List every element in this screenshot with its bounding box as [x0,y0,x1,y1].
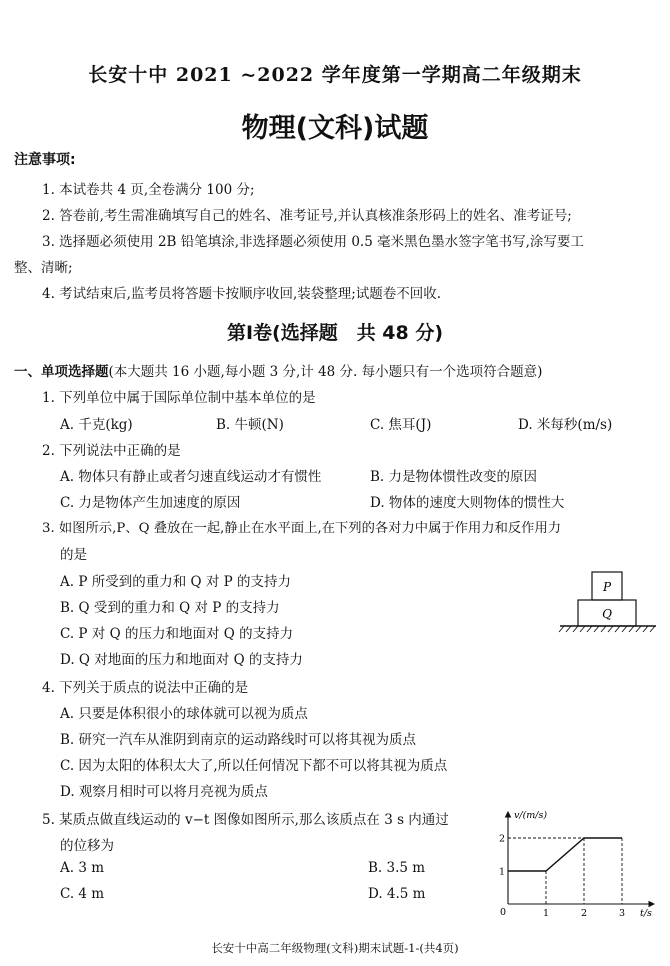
option-c: C. 力是物体产生加速度的原因 [60,495,241,511]
option-a: A. 只要是体积很小的球体就可以视为质点 [60,706,308,722]
vt-graph [494,806,662,918]
x-axis-label: t/s [640,908,652,918]
question-stem: 4. 下列关于质点的说法中正确的是 [42,680,249,696]
notice-item: 1. 本试卷共 4 页,全卷满分 100 分; [42,182,255,198]
notice-item: 2. 答卷前,考生需准确填写自己的姓名、准考证号,并认真核准条形码上的姓名、准考证号; [42,208,572,224]
option-a: A. 物体只有静止或者匀速直线运动才有惯性 [60,469,322,485]
option-b: B. 研究一汽车从淮阴到南京的运动路线时可以将其视为质点 [60,732,417,748]
notice-item: 整、清晰; [14,260,73,276]
part-description: (本大题共 16 小题,每小题 3 分,计 48 分. 每小题只有一个选项符合题意) [108,364,543,380]
y-tick-label: 2 [499,833,506,845]
option-d: D. 物体的速度大则物体的惯性大 [370,495,565,511]
option-a: A. 3 m [60,860,105,876]
velocity-line [508,838,622,871]
part-label: 一、单项选择题 [14,364,109,380]
x-tick-label: 1 [542,908,550,918]
ground-hatching [559,626,655,632]
option-d: D. Q 对地面的压力和地面对 Q 的支持力 [60,652,303,668]
x-tick-label: 2 [580,908,588,918]
y-tick-label: 1 [499,866,506,878]
option-c: C. 4 m [60,886,105,902]
question-stem: 3. 如图所示,P、Q 叠放在一起,静止在水平面上,在下列的各对力中属于作用力和反作用力 [42,521,562,536]
stacked-blocks-figure [556,568,660,638]
option-a: A. P 所受到的重力和 Q 对 P 的支持力 [60,574,292,590]
notice-item: 4. 考试结束后,监考员将答题卡按顺序收回,装袋整理;试题卷不回收. [42,286,442,302]
option-d: D. 米每秒(m/s) [518,417,613,433]
part-heading [14,360,542,380]
option-b: B. 牛顿(N) [216,417,284,433]
question-stem-cont: 的是 [60,547,87,563]
block-p-label: P [602,580,612,594]
exam-header-title: 长安十中 2021 ~2022 学年度第一学期高二年级期末 [88,64,582,86]
notice-heading: 注意事项: [14,152,76,168]
exam-subject-title: 物理(文科)试题 [241,113,429,144]
option-a: A. 千克(kg) [60,417,133,433]
option-c: C. 焦耳(J) [370,417,432,433]
notice-item: 3. 选择题必须使用 2B 铅笔填涂,非选择题必须使用 0.5 毫米黑色墨水签字笔书写,涂写要工 [42,234,584,250]
question-stem-cont: 的位移为 [60,838,114,854]
option-c: C. P 对 Q 的压力和地面对 Q 的支持力 [60,626,294,642]
question-stem: 2. 下列说法中正确的是 [42,443,181,459]
option-d: D. 观察月相时可以将月亮视为质点 [60,784,268,800]
section-title: 第Ⅰ卷(选择题 共 48 分) [226,322,444,344]
question-stem: 1. 下列单位中属于国际单位制中基本单位的是 [42,390,316,406]
option-c: C. 因为太阳的体积太大了,所以任何情况下都不可以将其视为质点 [60,758,448,774]
page-footer: 长安十中高二年级物理(文科)期末试题-1-(共4页) [211,941,459,955]
question-stem: 5. 某质点做直线运动的 v−t 图像如图所示,那么该质点在 3 s 内通过 [42,812,449,828]
block-q-label: Q [602,607,612,621]
origin-label: 0 [500,907,507,918]
y-axis-label: v/(m/s) [514,810,548,821]
x-tick-label: 3 [618,908,626,918]
option-b: B. 力是物体惯性改变的原因 [370,469,538,485]
option-d: D. 4.5 m [368,886,426,902]
option-b: B. Q 受到的重力和 Q 对 P 的支持力 [60,600,280,616]
option-b: B. 3.5 m [368,860,426,876]
